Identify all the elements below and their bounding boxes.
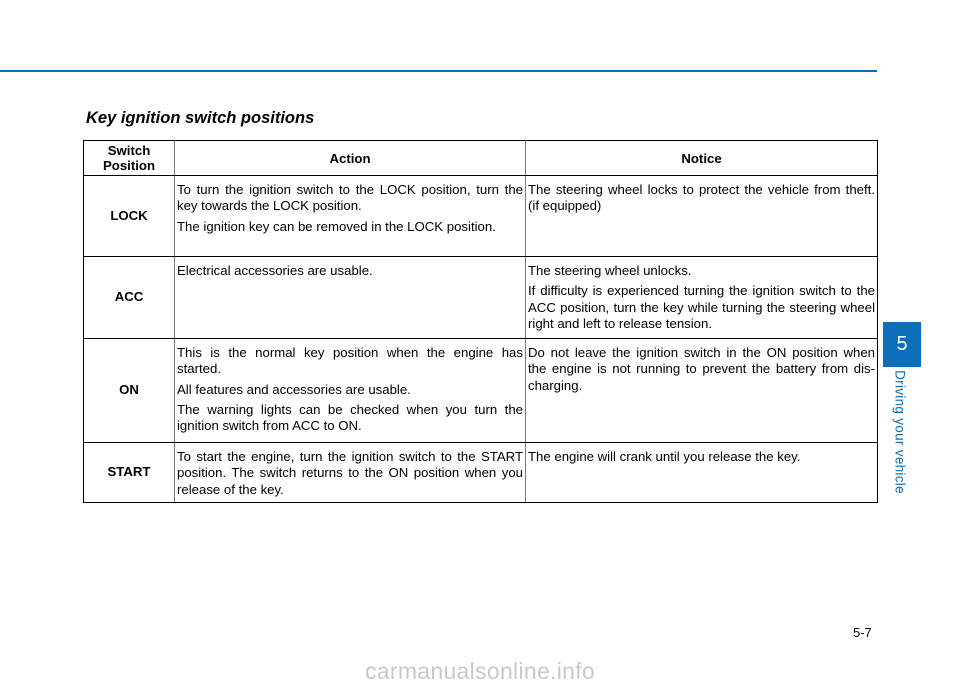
action-text: To turn the ignition switch to the LOCK position, turn the key towards the LOCK position. <box>177 182 523 214</box>
action-text: This is the normal key position when the engine has started. <box>177 345 523 377</box>
notice-text: The steering wheel unlocks. <box>528 263 692 278</box>
notice-cell <box>526 257 878 339</box>
header-action: Action <box>175 141 526 176</box>
table-row-acc <box>84 257 878 339</box>
header-switch-position: Switch Position <box>84 141 175 176</box>
notice-cell <box>526 443 878 503</box>
page-number: 5-7 <box>853 625 872 640</box>
ignition-positions-table <box>83 140 878 503</box>
table-row-lock <box>84 176 878 257</box>
notice-cell <box>526 339 878 443</box>
position-cell: ACC <box>84 257 175 339</box>
action-cell <box>175 339 526 443</box>
section-title: Key ignition switch positions <box>86 109 315 127</box>
action-text: The warning lights can be checked when you turn the ignition switch from ACC to ON. <box>177 401 523 434</box>
action-cell <box>175 176 526 257</box>
table-row-on <box>84 339 878 443</box>
action-text: The ignition key can be removed in the LOCK position. <box>177 218 496 234</box>
watermark: carmanualsonline.info <box>364 658 596 684</box>
chapter-number-tab: 5 <box>883 322 921 367</box>
chapter-label: Driving your vehicle <box>892 370 908 494</box>
notice-text: The engine will crank until you release the key. <box>528 449 801 464</box>
position-cell: LOCK <box>84 176 175 257</box>
header-rule <box>0 70 877 72</box>
notice-text: If difficulty is experienced turning the ignition switch to the ACC position, turn the key while turning the steering wheel right and left to release tension. <box>528 283 875 331</box>
notice-text: Do not leave the ignition switch in the ON position when the engine is not running to prevent the battery from dis-charging. <box>528 345 875 393</box>
notice-text: The steering wheel locks to protect the vehicle from theft. (if equipped) <box>528 182 875 214</box>
notice-cell <box>526 176 878 257</box>
table-row-start <box>84 443 878 503</box>
header-notice: Notice <box>526 141 878 176</box>
action-cell <box>175 257 526 339</box>
position-cell: START <box>84 443 175 503</box>
position-cell: ON <box>84 339 175 443</box>
action-text: All features and accessories are usable. <box>177 381 411 397</box>
action-cell <box>175 443 526 503</box>
table-header-row <box>84 141 878 176</box>
action-text: Electrical accessories are usable. <box>177 263 373 278</box>
action-text: To start the engine, turn the ignition switch to the START position. The switch returns to the ON position when you release of the key. <box>177 449 523 497</box>
